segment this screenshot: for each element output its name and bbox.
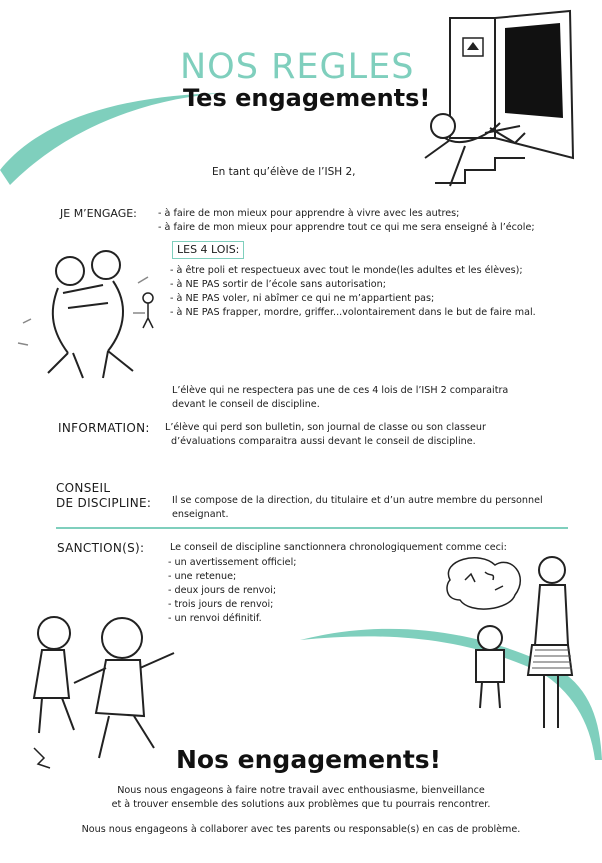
sanctions-list (168, 556, 296, 626)
list-item: - à NE PAS frapper, mordre, griffer...volontairement dans le but de faire mal. (170, 307, 536, 318)
text-line: Nous nous engageons à faire notre travail avec enthousiasme, bienveillance (117, 785, 485, 796)
running-kids-drawing (14, 598, 184, 778)
engage-list (158, 207, 535, 235)
list-item: - à être poli et respectueux avec tout le monde(les adultes et les élèves); (170, 265, 523, 276)
sanctions-label: SANCTION(S): (57, 541, 145, 555)
consequence-text (172, 384, 508, 412)
list-item: - à faire de mon mieux pour apprendre à vivre avec les autres; (158, 208, 460, 219)
text-line: et à trouver ensemble des solutions aux problèmes que tu pourrais rencontrer. (111, 799, 491, 810)
list-item: - une retenue; (168, 571, 237, 582)
list-item: - à NE PAS voler, ni abîmer ce qui ne m’appartient pas; (170, 293, 435, 304)
text-line: Il se compose de la direction, du titulaire et d’un autre membre du personnel (172, 495, 543, 506)
text-line: d’évaluations comparaitra aussi devant le conseil de discipline. (171, 436, 476, 447)
information-label: INFORMATION: (58, 421, 150, 435)
list-item: - à faire de mon mieux pour apprendre tout ce qui me sera enseigné à l’école; (158, 222, 535, 233)
engage-label: JE M’ENGAGE: (60, 207, 137, 220)
text-line: CONSEIL (56, 481, 111, 495)
fighting-kids-drawing (8, 233, 168, 383)
page-subtitle: Tes engagements! (183, 84, 431, 112)
list-item: - à NE PAS sortir de l’école sans autorisation; (170, 279, 386, 290)
conseil-text (172, 494, 543, 522)
page-title: NOS REGLES (180, 47, 415, 87)
text-line: L’élève qui ne respectera pas une de ces 4 lois de l’ISH 2 comparaitra (172, 385, 509, 396)
list-item: - un renvoi définitif. (168, 613, 262, 624)
conseil-label (56, 481, 151, 511)
nos-engagements-text (0, 784, 602, 812)
list-item: - deux jours de renvoi; (168, 585, 277, 596)
sanctions-intro: Le conseil de discipline sanctionnera chronologiquement comme ceci: (170, 542, 507, 553)
text-line: enseignant. (172, 509, 229, 520)
section-divider (56, 527, 568, 529)
nos-engagements-collab: Nous nous engageons à collaborer avec tes parents ou responsable(s) en cas de problème. (81, 824, 521, 835)
teacher-student-drawing (440, 550, 590, 740)
information-text (165, 421, 486, 449)
lois-list (170, 264, 536, 320)
nos-engagements-title: Nos engagements! (176, 745, 442, 774)
text-line: L’élève qui perd son bulletin, son journal de classe ou son classeur (165, 422, 486, 433)
list-item: - un avertissement officiel; (168, 557, 297, 568)
intro-text: En tant qu’élève de l’ISH 2, (212, 166, 356, 178)
lois-title: LES 4 LOIS: (172, 241, 244, 259)
text-line: devant le conseil de discipline. (172, 399, 320, 410)
text-line: DE DISCIPLINE: (56, 496, 152, 510)
list-item: - trois jours de renvoi; (168, 599, 274, 610)
door-escape-drawing (405, 8, 595, 198)
